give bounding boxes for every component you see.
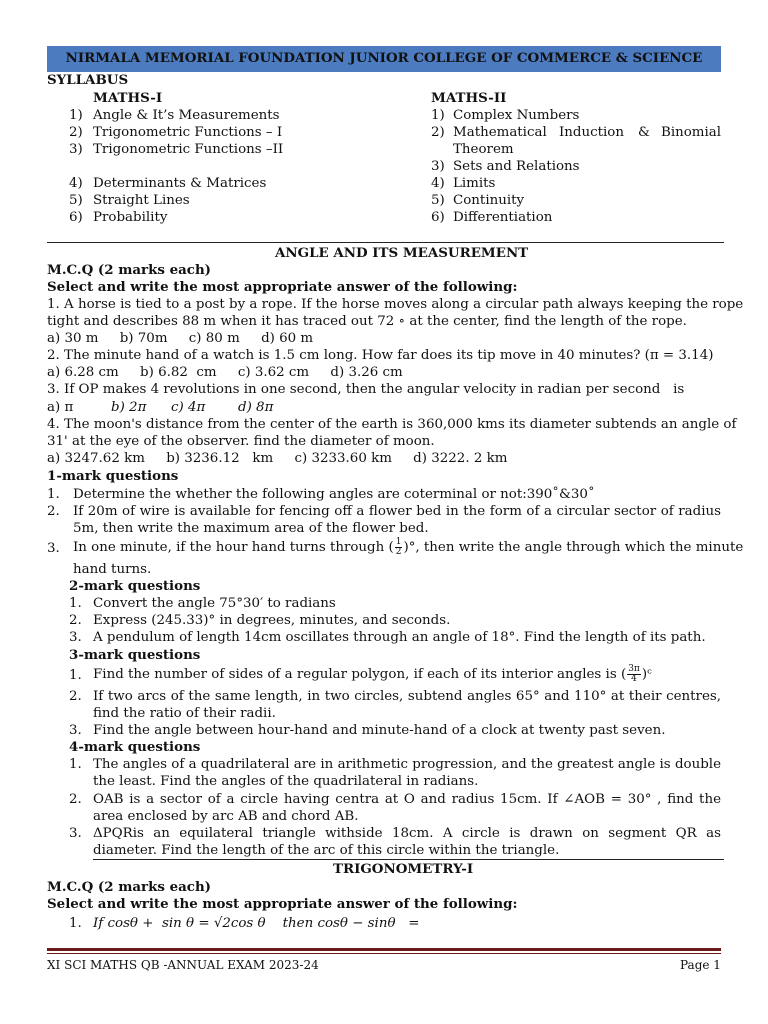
mcq-title: M.C.Q (2 marks each)	[47, 879, 212, 895]
option: c) 4π	[171, 400, 206, 415]
question-text: 1. A horse is tied to a post by a rope. If the horse moves along a circular path always keeping the rope	[47, 297, 744, 312]
question-text: ΔPQRis an equilateral triangle withside 18cm. A circle is drawn on segment QR as diameter. Find the length of the arc of this circle within the triangle.	[93, 826, 721, 858]
answer-options: a) 30 m b) 70m c) 80 m d) 60 m	[47, 331, 314, 346]
list-item: Mathematical	[453, 125, 547, 140]
question-text: hand turns.	[73, 562, 152, 577]
question-text: 2. The minute hand of a watch is 1.5 cm long. How far does its tip move in 40 minutes? (π = 3.14)	[47, 348, 714, 363]
college-name: NIRMALA MEMORIAL FOUNDATION JUNIOR COLLEGE OF COMMERCE & SCIENCE	[65, 50, 703, 66]
list-item: Trigonometric Functions – I	[93, 125, 283, 140]
question-text: tight and describes 88 m when it has traced out 72 ∘ at the center, find the length of the rope.	[47, 314, 687, 329]
list-item-num: 6)	[69, 210, 83, 225]
two-mark-title: 2-mark questions	[69, 578, 201, 594]
answer-options: a) 6.28 cm b) 6.82 cm c) 3.62 cm d) 3.26 cm	[47, 365, 403, 380]
question-text	[93, 665, 652, 684]
list-item-num: 1)	[431, 108, 445, 123]
fraction	[627, 665, 641, 684]
fraction-denominator: 2	[395, 547, 402, 557]
list-item: Straight Lines	[93, 193, 190, 208]
list-item: Trigonometric Functions –II	[93, 142, 284, 157]
question-text: Determine the whether the following angles are coterminal or not:390˚&30˚	[73, 487, 595, 502]
list-item-num: 3.	[69, 723, 82, 738]
mcq-instruction: Select and write the most appropriate answer of the following:	[47, 896, 518, 912]
section-heading-trig: TRIGONOMETRY-I	[333, 861, 474, 877]
list-item-num: 1.	[69, 668, 82, 683]
divider	[93, 859, 724, 860]
question-part: )ᶜ	[641, 667, 652, 682]
list-item-num: 2.	[47, 504, 60, 519]
question-text: A pendulum of length 14cm oscillates through an angle of 18°. Find the length of its path.	[93, 630, 706, 645]
list-item-num: 4)	[431, 176, 445, 191]
question-text: The angles of a quadrilateral are in arithmetic progression, and the greatest angle is double the least. Find the angles of the quadrilateral in radians.	[93, 757, 721, 789]
fraction	[395, 538, 403, 557]
maths2-title: MATHS-II	[431, 90, 507, 106]
list-item: Sets and Relations	[453, 159, 580, 174]
list-item: Complex Numbers	[453, 108, 580, 123]
question-text: If cosθ + sin θ = √2cos θ then cosθ − sinθ =	[93, 916, 420, 931]
footer-rule	[47, 953, 721, 954]
question-part: Find the number of sides of a regular polygon, if each of its interior angles is (	[93, 667, 627, 682]
question-part: )°, then write the angle through which the minute	[403, 540, 744, 555]
list-item-num: 2)	[69, 125, 83, 140]
list-item-num: 2.	[69, 689, 82, 704]
divider	[47, 242, 724, 243]
question-text: OAB is a sector of a circle having centra at O and radius 15cm. If ∠AOB = 30° , find the area enclosed by arc AB and chord AB.	[93, 792, 721, 824]
mcq-title: M.C.Q (2 marks each)	[47, 262, 212, 278]
list-item-num: 1.	[47, 487, 60, 502]
list-item-num: 1.	[69, 757, 82, 772]
list-item-num: 2.	[69, 613, 82, 628]
option: b) 2π	[111, 400, 147, 415]
page-number: Page 1	[680, 958, 721, 972]
footer-rule	[47, 948, 721, 951]
footer-title: XI SCI MATHS QB -ANNUAL EXAM 2023-24	[47, 958, 319, 972]
list-item-num: 3)	[69, 142, 83, 157]
list-item-num: 3)	[431, 159, 445, 174]
fraction-numerator: 3π	[628, 664, 640, 674]
question-text: Find the angle between hour-hand and minute-hand of a clock at twenty past seven.	[93, 723, 666, 738]
question-text: 3. If OP makes 4 revolutions in one second, then the angular velocity in radian per second is	[47, 382, 685, 397]
four-mark-title: 4-mark questions	[69, 739, 201, 755]
answer-options: a) 3247.62 km b) 3236.12 km c) 3233.60 km d) 3222. 2 km	[47, 451, 508, 466]
list-item: Determinants & Matrices	[93, 176, 267, 191]
list-item: Limits	[453, 176, 496, 191]
list-item-num: 1.	[69, 916, 82, 931]
fraction-denominator: 4	[631, 674, 637, 684]
college-banner	[47, 46, 721, 72]
mcq-instruction: Select and write the most appropriate answer of the following:	[47, 279, 518, 295]
list-item: &	[638, 125, 650, 140]
list-item-num: 3.	[47, 541, 60, 556]
three-mark-title: 3-mark questions	[69, 647, 201, 663]
question-part: In one minute, if the hour hand turns through (	[73, 540, 394, 555]
list-item-num: 2)	[431, 125, 445, 140]
list-item: Induction	[559, 125, 624, 140]
question-text: If two arcs of the same length, in two circles, subtend angles 65° and 110° at their centres, find the ratio of their radii.	[93, 689, 721, 721]
list-item-num: 2.	[69, 792, 82, 807]
list-item: Angle & It’s Measurements	[93, 108, 280, 123]
list-item-num: 3.	[69, 826, 82, 841]
list-item: Probability	[93, 210, 168, 225]
list-item-num: 3.	[69, 630, 82, 645]
list-item-num: 6)	[431, 210, 445, 225]
list-item: Differentiation	[453, 210, 553, 225]
question-text: Convert the angle 75°30′ to radians	[93, 596, 336, 611]
fraction-numerator: 1	[395, 537, 402, 547]
list-item-num: 1)	[69, 108, 83, 123]
syllabus-title: SYLLABUS	[47, 72, 129, 88]
list-item: Continuity	[453, 193, 525, 208]
list-item-num: 1.	[69, 596, 82, 611]
question-text: 31' at the eye of the observer. find the diameter of moon.	[47, 434, 435, 449]
list-item: Binomial	[661, 125, 722, 140]
list-item: Theorem	[453, 142, 514, 157]
question-text: 4. The moon's distance from the center of the earth is 360,000 kms its diameter subtends an angle of	[47, 417, 737, 432]
question-text	[73, 538, 743, 557]
option: a) π	[47, 400, 74, 415]
list-item-num: 4)	[69, 176, 83, 191]
list-item-num: 5)	[431, 193, 445, 208]
question-text: Express (245.33)° in degrees, minutes, and seconds.	[93, 613, 451, 628]
one-mark-title: 1-mark questions	[47, 468, 179, 484]
list-item-num: 5)	[69, 193, 83, 208]
option: d) 8π	[238, 400, 274, 415]
question-text: If 20m of wire is available for fencing off a flower bed in the form of a circular sector of radius 5m, then write the maximum area of the flower bed.	[73, 504, 721, 536]
maths1-title: MATHS-I	[93, 90, 163, 106]
section-heading-angle: ANGLE AND ITS MEASUREMENT	[275, 245, 529, 261]
